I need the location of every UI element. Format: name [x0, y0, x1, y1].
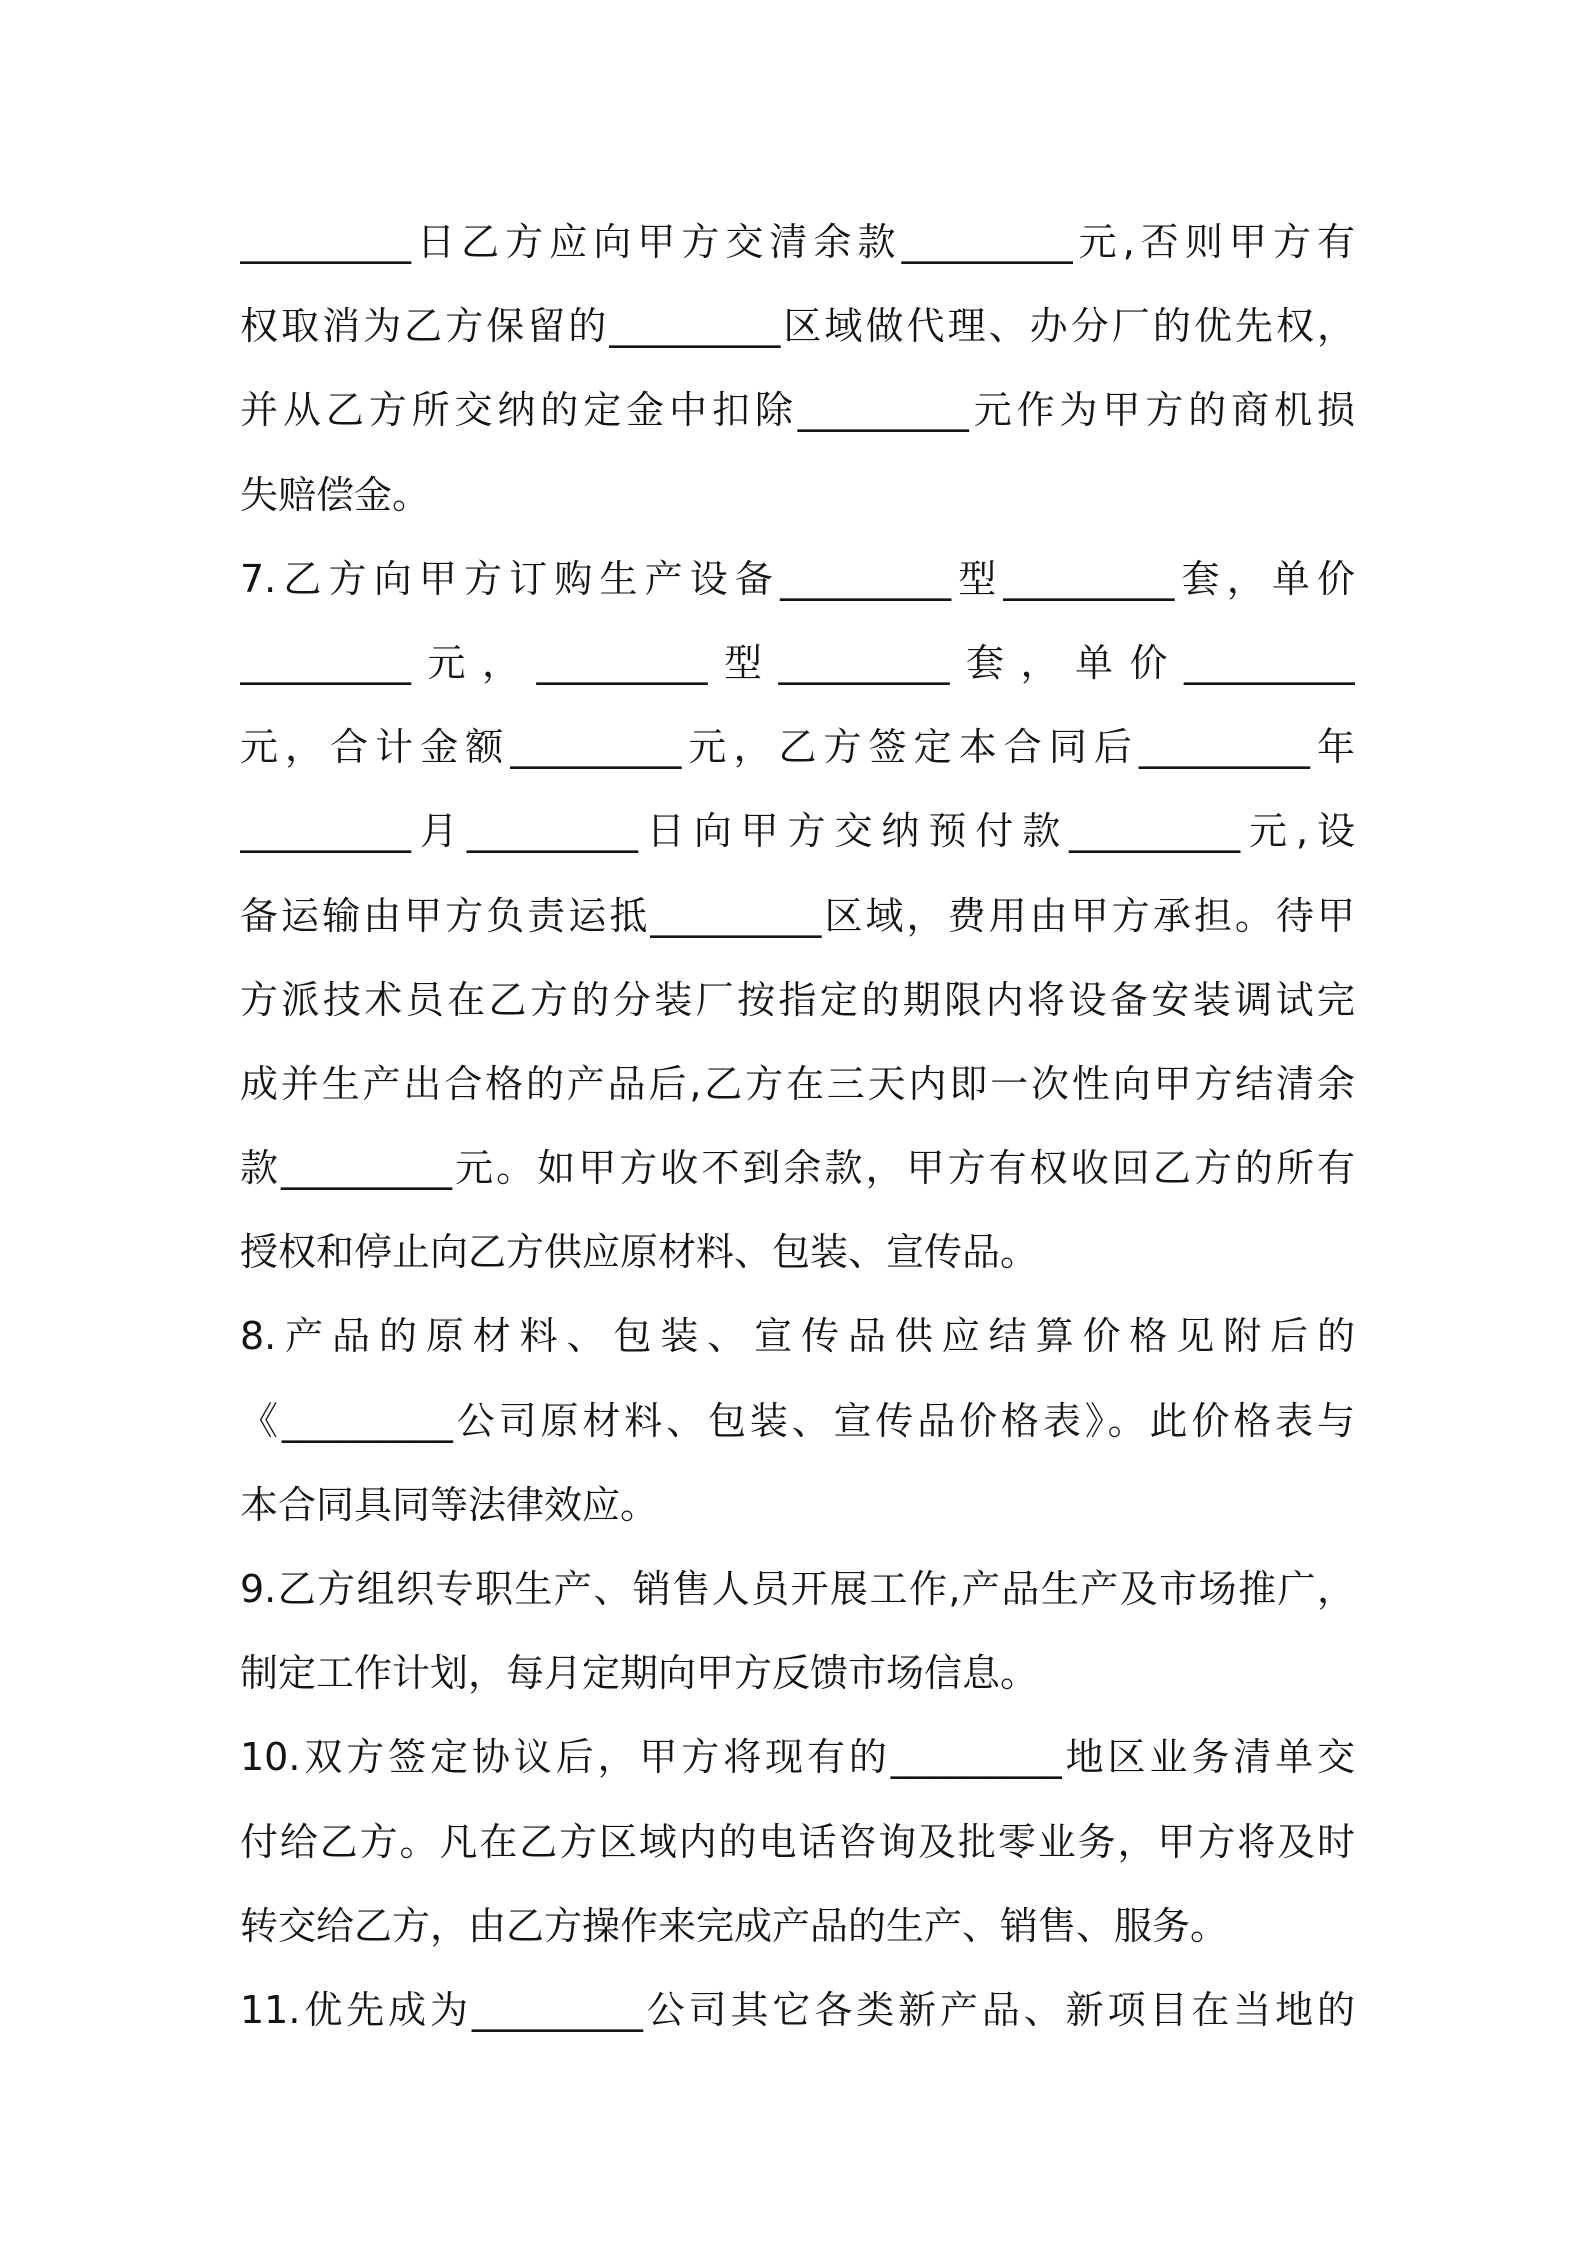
text-line: 《_________公司原材料、包装、宣传品价格表》。此价格表与: [240, 1398, 1355, 1443]
text-line: 9.乙方组织专职生产、销售人员开展工作,产品生产及市场推广，: [240, 1567, 1355, 1611]
text-line: 付给乙方。凡在乙方区域内的电话咨询及批零业务，甲方将及时: [240, 1819, 1355, 1864]
text-line: 失赔偿金。: [240, 472, 431, 517]
document-body: [240, 200, 1355, 2052]
text-line: 转交给乙方，由乙方操作来完成产品的生产、销售、服务。: [240, 1903, 1229, 1948]
text-line: 备运输由甲方负责运抵_________区域，费用由甲方承担。待甲: [240, 893, 1355, 938]
text-line: 授权和停止向乙方供应原材料、包装、宣传品。: [240, 1230, 1039, 1275]
text-line: 款_________元。如甲方收不到余款，甲方有权收回乙方的所有: [240, 1146, 1355, 1191]
text-line: _________元，_________型_________套，单价_________: [240, 640, 1355, 685]
text-line: 11.优先成为_________公司其它各类新产品、新项目在当地的: [240, 1987, 1355, 2032]
text-line: 本合同具同等法律效应。: [240, 1482, 659, 1527]
text-line: 成并生产出合格的产品后,乙方在三天内即一次性向甲方结清余: [240, 1061, 1355, 1106]
text-line: 并从乙方所交纳的定金中扣除_________元作为甲方的商机损: [240, 388, 1355, 433]
text-line: _________月_________日向甲方交纳预付款_________元,设: [240, 809, 1355, 854]
text-line: 8.产品的原材料、包装、宣传品供应结算价格见附后的: [240, 1314, 1355, 1359]
text-line: 权取消为乙方保留的_________区域做代理、办分厂的优先权，: [240, 304, 1355, 349]
text-line: _________日乙方应向甲方交清余款_________元,否则甲方有: [240, 220, 1355, 264]
text-line: 7.乙方向甲方订购生产设备_________型_________套，单价: [240, 556, 1355, 601]
text-line: 方派技术员在乙方的分装厂按指定的期限内将设备安装调试完: [240, 977, 1355, 1022]
text-line: 元，合计金额_________元，乙方签定本合同后_________年: [240, 725, 1355, 770]
text-line: 制定工作计划，每月定期向甲方反馈市场信息。: [240, 1651, 1039, 1696]
text-line: 10.双方签定协议后，甲方将现有的_________地区业务清单交: [240, 1735, 1355, 1780]
